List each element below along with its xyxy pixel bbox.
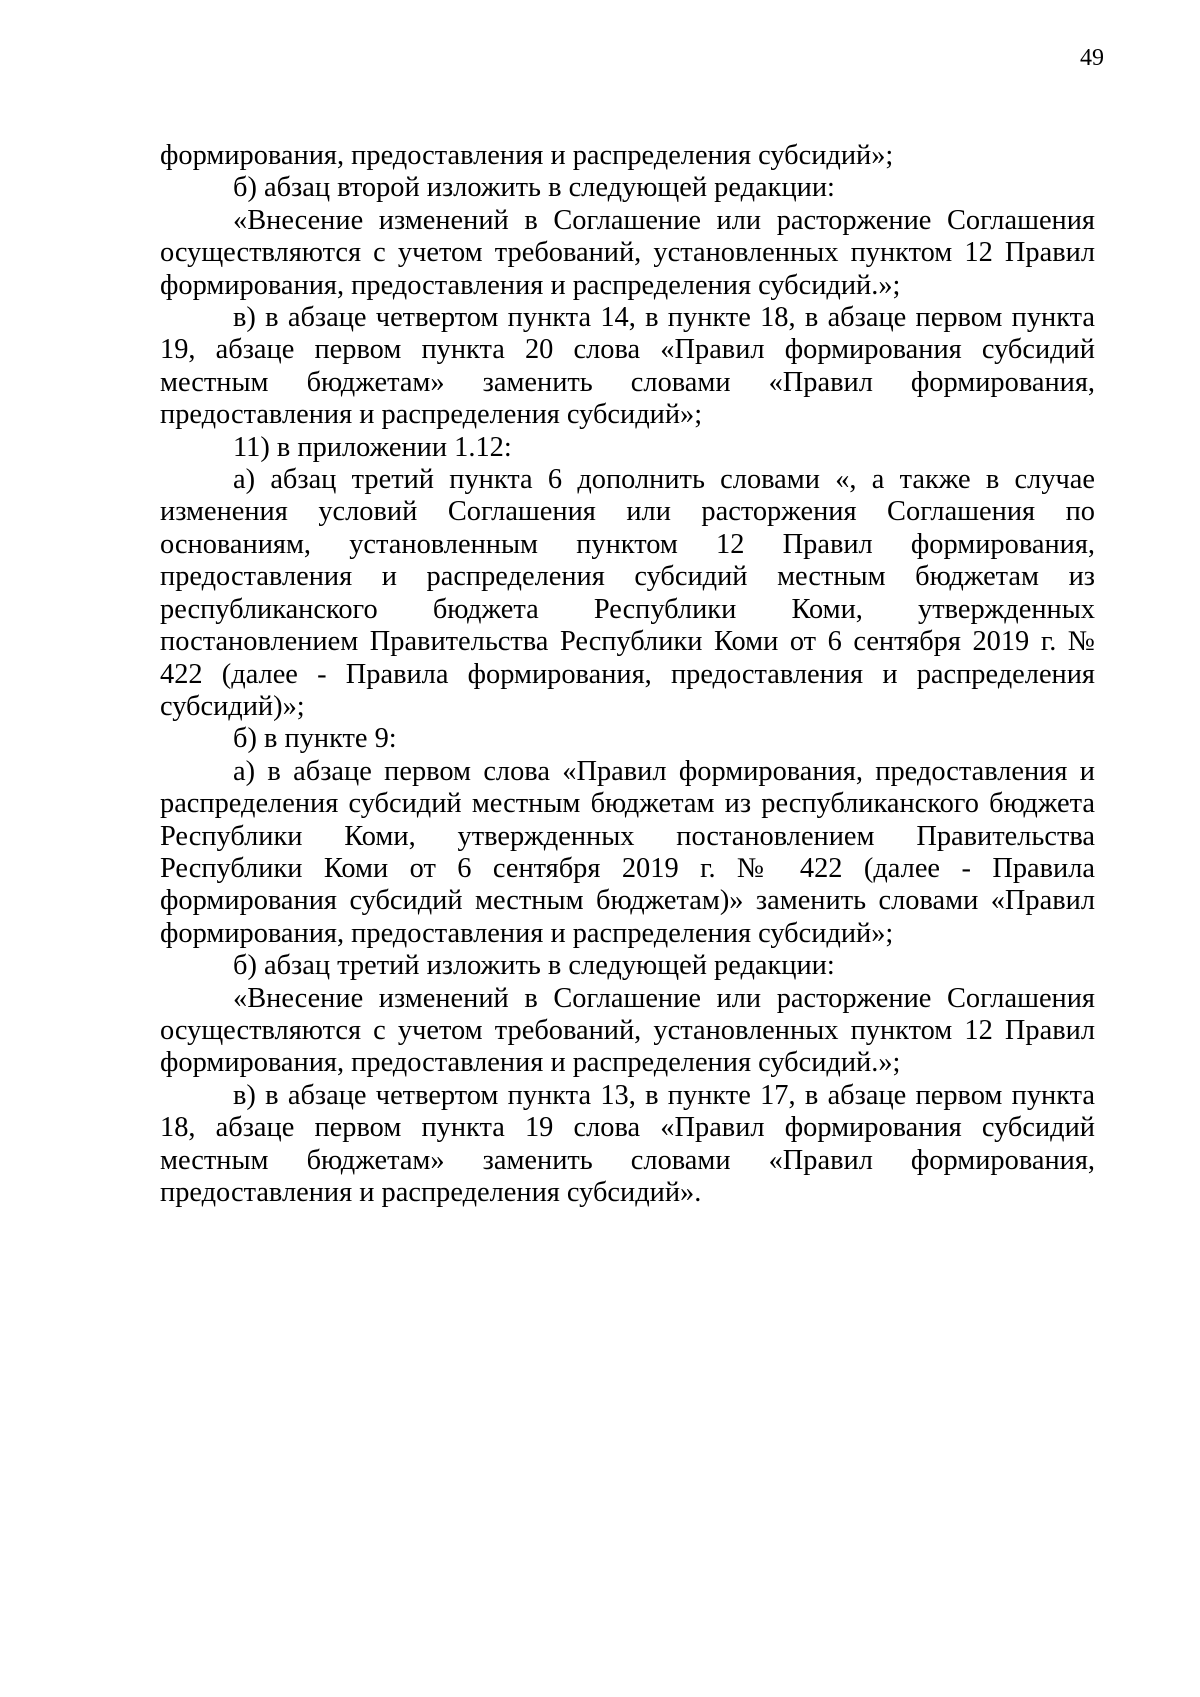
document-body xyxy=(160,140,1095,1209)
paragraph: б) абзац второй изложить в следующей редакции: xyxy=(233,172,835,204)
paragraph: в) в абзаце четвертом пункта 14, в пункте 18, в абзаце первом пункта 19, абзаце первом пункта 20 слова «Правил формирования субсидий местным бюджетам» заменить словами «Правил формирования, предоставления и распределения субсидий»; xyxy=(160,302,1095,431)
page-number: 49 xyxy=(1080,45,1104,71)
paragraph-subitem-heading: б) в пункте 9: xyxy=(233,723,397,755)
paragraph-quote: «Внесение изменений в Соглашение или расторжение Соглашения осуществляются с учетом требований, установленных пунктом 12 Правил формирования, предоставления и распределения субсидий.»; xyxy=(160,204,1095,301)
paragraph-continuation: формирования, предоставления и распределения субсидий»; xyxy=(160,140,894,171)
paragraph: а) в абзаце первом слова «Правил формирования, предоставления и распределения субсидий местным бюджетам из республиканского бюджета Республики Коми, утвержденных постановлением Правительства Республики Коми от 6 сентября 2019 г. № 422 (далее - Правила формирования субсидий местным бюджетам)» заменить словами «Правил формирования, предоставления и распределения субсидий»; xyxy=(160,755,1095,949)
paragraph: а) абзац третий пункта 6 дополнить словами «, а также в случае изменения условий Соглашения или расторжения Соглашения по основаниям, установленным пунктом 12 Правил формирования, предоставления и распределения субсидий местным бюджетам из республиканского бюджета Республики Коми, утвержденных постановлением Правительства Республики Коми от 6 сентября 2019 г. № 422 (далее - Правила формирования, предоставления и распределения субсидий)»; xyxy=(160,464,1095,722)
paragraph: б) абзац третий изложить в следующей редакции: xyxy=(233,950,835,982)
paragraph-item-heading: 11) в приложении 1.12: xyxy=(233,431,512,463)
paragraph-quote: «Внесение изменений в Соглашение или расторжение Соглашения осуществляются с учетом требований, установленных пунктом 12 Правил формирования, предоставления и распределения субсидий.»; xyxy=(160,982,1095,1079)
paragraph: в) в абзаце четвертом пункта 13, в пункте 17, в абзаце первом пункта 18, абзаце первом пункта 19 слова «Правил формирования субсидий местным бюджетам» заменить словами «Правил формирования, предоставления и распределения субсидий». xyxy=(160,1079,1095,1208)
